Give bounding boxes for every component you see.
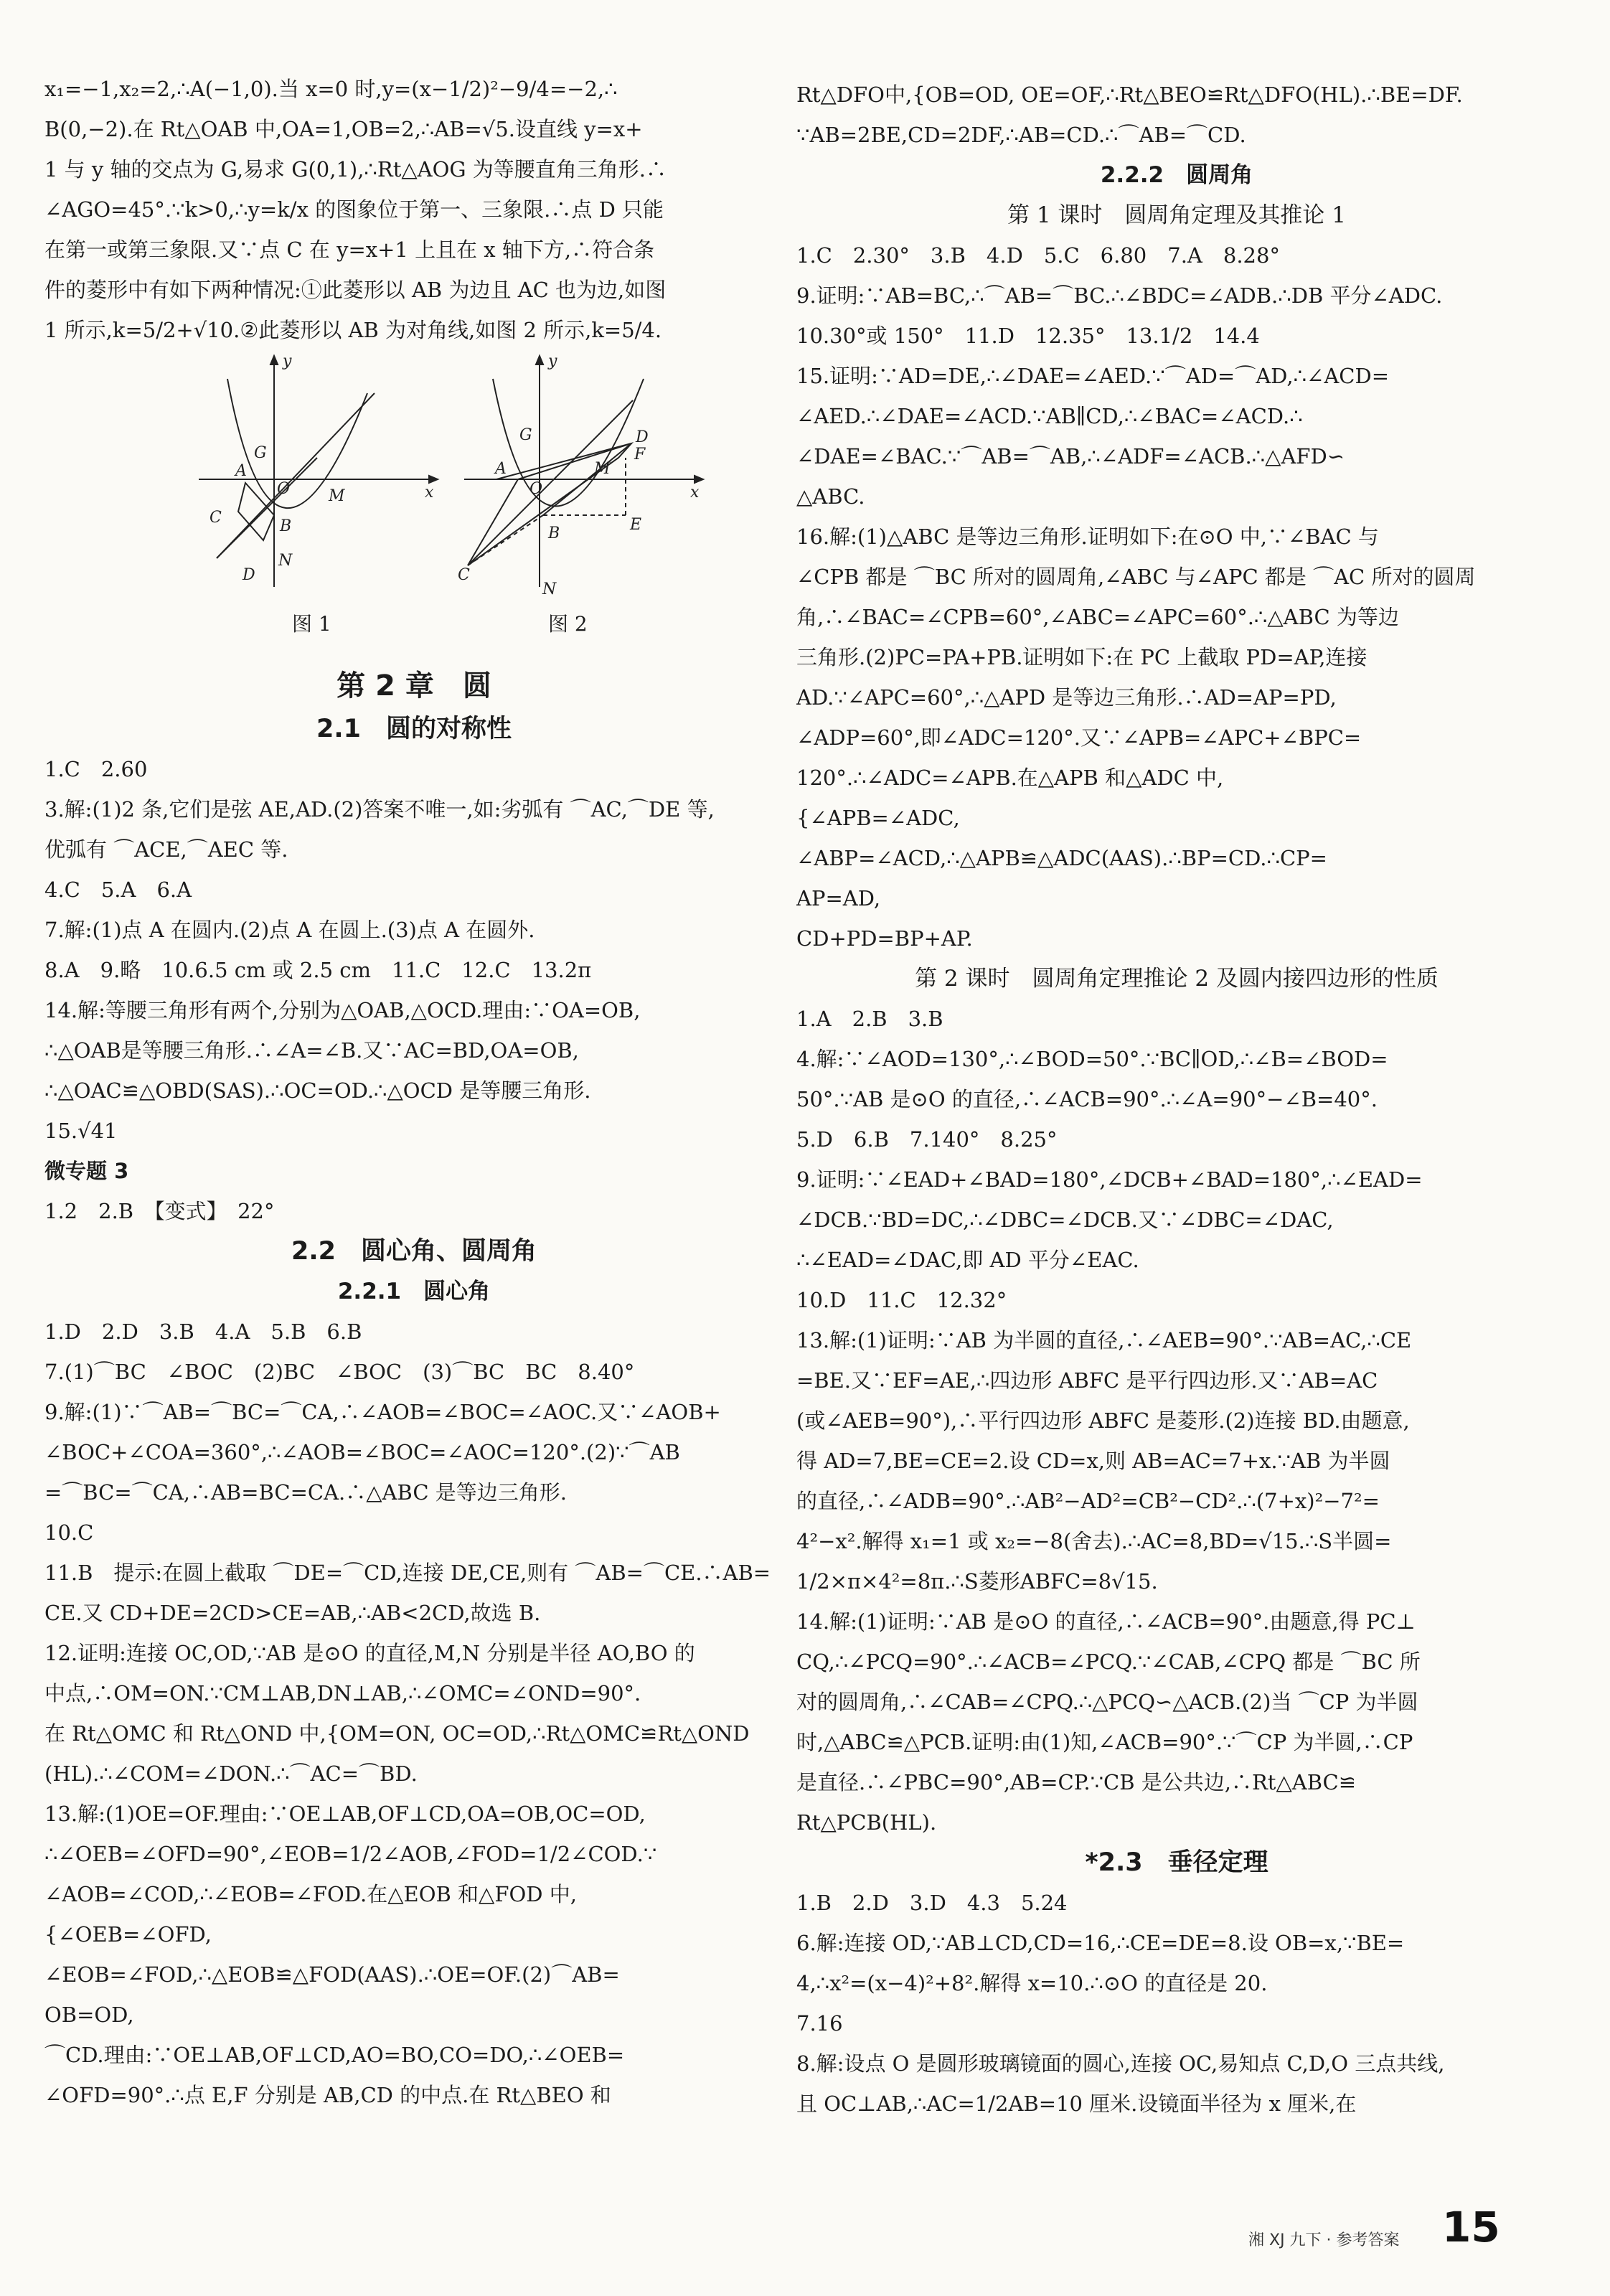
text-line: CD+PD=BP+AP. — [796, 926, 973, 951]
figure-1 — [188, 350, 446, 608]
text-line: ⌒CD.理由:∵OE⊥AB,OF⊥CD,AO=BO,CO=DO,∴∠OEB= — [44, 2043, 625, 2067]
text-line: 对的圆周角,∴∠CAB=∠CPQ.∴△PCQ∽△ACB.(2)当 ⌒CP 为半圆 — [796, 1690, 1418, 1714]
label-m: M — [329, 487, 345, 505]
text-line: 13.解:(1)证明:∵AB 为半圆的直径,∴∠AEB=90°.∵AB=AC,∴CE — [796, 1328, 1412, 1352]
chapter-title: 第 2 章 圆 — [336, 669, 491, 702]
text-line: (或∠AEB=90°),∴平行四边形 ABFC 是菱形.(2)连接 BD.由题意, — [796, 1408, 1410, 1433]
text-line: 15.证明:∵AD=DE,∴∠DAE=∠AED.∵⌒AD=⌒AD,∴∠ACD= — [796, 364, 1390, 388]
text-line: 10.30°或 150° 11.D 12.35° 13.1/2 14.4 — [796, 324, 1260, 348]
diagonal-ad — [496, 443, 631, 479]
text-line: 13.解:(1)OE=OF.理由:∵OE⊥AB,OF⊥CD,OA=OB,OC=OD, — [44, 1802, 646, 1826]
label-f: F — [634, 446, 646, 464]
text-line: OB=OD, — [44, 2003, 134, 2027]
text-line: ∠AGO=45°.∵k>0,∴y=k/x 的图象位于第一、三象限.∴点 D 只能 — [44, 197, 664, 222]
text-line: 1 与 y 轴的交点为 G,易求 G(0,1),∴Rt△AOG 为等腰直角三角形.∴ — [44, 157, 667, 182]
label-c: C — [210, 509, 222, 527]
label-y: y — [548, 352, 557, 370]
text-line: 10.D 11.C 12.32° — [796, 1288, 1007, 1312]
y-axis-arrow — [536, 356, 543, 364]
micro-topic-title: 微专题 3 — [44, 1159, 129, 1183]
text-line: 4²−x².解得 x₁=1 或 x₂=−8(舍去).∴AC=8,BD=√15.∴S半圆= — [796, 1529, 1392, 1553]
text-line: ∠AED.∴∠DAE=∠ACD.∵AB∥CD,∴∠BAC=∠ACD.∴ — [796, 404, 1303, 428]
label-y: y — [283, 352, 292, 370]
label-g: G — [519, 426, 532, 444]
text-line: Rt△PCB(HL). — [796, 1810, 937, 1835]
label-a: A — [235, 462, 247, 480]
text-line: AP=AD, — [796, 886, 881, 911]
text-line: 1.C 2.30° 3.B 4.D 5.C 6.80 7.A 8.28° — [796, 243, 1280, 268]
text-line: {∠OEB=∠OFD, — [44, 1922, 212, 1947]
text-line: 4,∴x²=(x−4)²+8².解得 x=10.∴⊙O 的直径是 20. — [796, 1971, 1268, 1995]
label-n: N — [542, 580, 557, 598]
figure-1-caption: 图 1 — [292, 612, 331, 636]
micro-topic-answers: 1.2 2.B 【变式】 22° — [44, 1199, 275, 1223]
section-2-3-answers — [796, 1883, 1557, 2124]
text-line: 9.解:(1)∵⌒AB=⌒BC=⌒CA,∴∠AOB=∠BOC=∠AOC.又∵∠AOB+ — [44, 1400, 721, 1424]
text-line: 8.解:设点 O 是圆形玻璃镜面的圆心,连接 OC,易知点 C,D,O 三点共线, — [796, 2051, 1445, 2076]
label-c: C — [458, 566, 470, 584]
text-line: 1/2×π×4²=8π.∴S菱形ABFC=8√15. — [796, 1569, 1158, 1594]
section-2-2-1-answers — [44, 1312, 783, 2115]
text-line: ∠DCB.∵BD=DC,∴∠DBC=∠DCB.又∵∠DBC=∠DAC, — [796, 1208, 1334, 1232]
text-line: 15.√41 — [44, 1119, 118, 1143]
figure-row — [44, 350, 783, 659]
text-line: 7.16 — [796, 2011, 843, 2036]
text-line: x₁=−1,x₂=2,∴A(−1,0).当 x=0 时,y=(x−1/2)²−9/4=−2,∴ — [44, 77, 618, 101]
text-line: {∠APB=∠ADC, — [796, 806, 960, 830]
text-line: 优弧有 ⌒ACE,⌒AEC 等. — [44, 837, 288, 862]
text-line: 14.解:等腰三角形有两个,分别为△OAB,△OCD.理由:∵OA=OB, — [44, 998, 641, 1022]
text-line: 三角形.(2)PC=PA+PB.证明如下:在 PC 上截取 PD=AP,连接 — [796, 645, 1367, 669]
text-line: 11.B 提示:在圆上截取 ⌒DE=⌒CD,连接 DE,CE,则有 ⌒AB=⌒CE.∴AB= — [44, 1561, 771, 1585]
text-line: 7.解:(1)点 A 在圆内.(2)点 A 在圆上.(3)点 A 在圆外. — [44, 918, 535, 942]
text-line: 16.解:(1)△ABC 是等边三角形.证明如下:在⊙O 中,∵∠BAC 与 — [796, 524, 1379, 549]
label-e: E — [630, 516, 642, 534]
lesson-2-answers — [796, 999, 1557, 1843]
text-line: ∴∠EAD=∠DAC,即 AD 平分∠EAC. — [796, 1248, 1139, 1272]
text-line: 中点,∴OM=ON.∵CM⊥AB,DN⊥AB,∴∠OMC=∠OND=90°. — [44, 1681, 641, 1705]
text-line: △ABC. — [796, 484, 865, 509]
y-axis-arrow — [270, 356, 278, 364]
text-line: ∠CPB 都是 ⌒BC 所对的圆周角,∠ABC 与∠APC 都是 ⌒AC 所对的圆周 — [796, 565, 1476, 589]
label-a: A — [495, 460, 507, 478]
right-column — [796, 75, 1557, 2124]
text-line: ∴∠OEB=∠OFD=90°,∠EOB=1/2∠AOB,∠FOD=1/2∠COD.∵ — [44, 1842, 657, 1866]
text-line: ∠BOC+∠COA=360°,∴∠AOB=∠BOC=∠AOC=120°.(2)∵⌒AB — [44, 1440, 680, 1464]
label-m: M — [594, 460, 611, 478]
left-column — [44, 69, 783, 2115]
text-line: 角,∴∠BAC=∠CPB=60°,∠ABC=∠APC=60°.∴△ABC 为等边 — [796, 605, 1399, 629]
text-line: ∠ADP=60°,即∠ADC=120°.又∵∠APB=∠APC+∠BPC= — [796, 725, 1362, 750]
text-line: 5.D 6.B 7.140° 8.25° — [796, 1127, 1058, 1152]
label-n: N — [278, 552, 293, 570]
lesson-1-title: 第 1 课时 圆周角定理及其推论 1 — [1007, 202, 1346, 228]
label-g: G — [254, 444, 267, 462]
text-line: 120°.∴∠ADC=∠APB.在△APB 和△ADC 中, — [796, 766, 1224, 790]
text-line: 3.解:(1)2 条,它们是弦 AE,AD.(2)答案不唯一,如:劣弧有 ⌒AC,⌒DE 等, — [44, 797, 715, 822]
parabola-curve — [227, 379, 367, 508]
text-line: ∠ABP=∠ACD,∴△APB≌△ADC(AAS).∴BP=CD.∴CP= — [796, 846, 1327, 870]
text-line: 8.A 9.略 10.6.5 cm 或 2.5 cm 11.C 12.C 13.2π — [44, 958, 592, 982]
text-line: B(0,−2).在 Rt△OAB 中,OA=1,OB=2,∴AB=√5.设直线 y=x+ — [44, 117, 643, 141]
label-o: O — [529, 480, 543, 498]
parabola-curve — [493, 379, 644, 507]
helper-line — [217, 458, 317, 558]
x-axis-arrow — [429, 476, 438, 483]
text-line: 得 AD=7,BE=CE=2.设 CD=x,则 AB=AC=7+x.∵AB 为半圆 — [796, 1449, 1390, 1473]
section-title-2-2: 2.2 圆心角、圆周角 — [291, 1237, 537, 1266]
text-line: 时,△ABC≌△PCB.证明:由(1)知,∠ACB=90°.∵⌒CP 为半圆,∴CP — [796, 1730, 1413, 1754]
section-title-2-2-1: 2.2.1 圆心角 — [337, 1279, 491, 1304]
text-line: ∠OFD=90°.∴点 E,F 分别是 AB,CD 的中点.在 Rt△BEO 和 — [44, 2083, 611, 2107]
text-line: AD.∵∠APC=60°,∴△APD 是等边三角形.∴AD=AP=PD, — [796, 685, 1337, 710]
lesson-1-answers — [796, 235, 1557, 959]
text-line: 1.C 2.60 — [44, 757, 148, 781]
text-line: 7.(1)⌒BC ∠BOC (2)BC ∠BOC (3)⌒BC BC 8.40° — [44, 1360, 635, 1384]
text-line: 4.解:∵∠AOD=130°,∴∠BOD=50°.∵BC∥OD,∴∠B=∠BOD= — [796, 1047, 1388, 1071]
text-line: 的直径,∴∠ADB=90°.∴AB²−AD²=CB²−CD².∴(7+x)²−7²= — [796, 1489, 1380, 1513]
text-line: 14.解:(1)证明:∵AB 是⊙O 的直径,∴∠ACB=90°.由题意,得 PC⊥ — [796, 1609, 1416, 1634]
text-line: 9.证明:∵AB=BC,∴⌒AB=⌒BC.∴∠BDC=∠ADB.∴DB 平分∠ADC. — [796, 283, 1443, 308]
text-line: ∵AB=2BE,CD=2DF,∴AB=CD.∴⌒AB=⌒CD. — [796, 123, 1246, 147]
text-line: 且 OC⊥AB,∴AC=1/2AB=10 厘米.设镜面半径为 x 厘米,在 — [796, 2092, 1357, 2116]
text-line: ∠AOB=∠COD,∴∠EOB=∠FOD.在△EOB 和△FOD 中, — [44, 1882, 577, 1906]
text-line: 在第一或第三象限.又∵点 C 在 y=x+1 上且在 x 轴下方,∴符合条 — [44, 237, 655, 262]
text-line: =BE.又∵EF=AE,∴四边形 ABFC 是平行四边形.又∵AB=AC — [796, 1368, 1378, 1393]
text-line: 1.D 2.D 3.B 4.A 5.B 6.B — [44, 1319, 362, 1344]
label-d: D — [636, 428, 649, 446]
text-line: 是直径.∴∠PBC=90°,AB=CP.∵CB 是公共边,∴Rt△ABC≌ — [796, 1770, 1357, 1794]
text-line: ∠DAE=∠BAC.∵⌒AB=⌒AB,∴∠ADF=∠ACB.∴△AFD∽ — [796, 444, 1345, 469]
x-axis-arrow — [695, 476, 703, 483]
figure-2 — [453, 350, 712, 608]
text-line: 在 Rt△OMC 和 Rt△OND 中,{OM=ON, OC=OD,∴Rt△OMC≌Rt△OND — [44, 1721, 750, 1746]
text-line: Rt△DFO中,{OB=OD, OE=OF,∴Rt△BEO≌Rt△DFO(HL).∴BE=DF. — [796, 83, 1463, 107]
figure-2-caption: 图 2 — [548, 612, 588, 636]
text-line: =⌒BC=⌒CA,∴AB=BC=CA.∴△ABC 是等边三角形. — [44, 1480, 567, 1505]
label-x: x — [690, 484, 700, 502]
text-line: 10.C — [44, 1520, 94, 1545]
text-line: CE.又 CD+DE=2CD>CE=AB,∴AB<2CD,故选 B. — [44, 1601, 541, 1625]
section-title-2-1: 2.1 圆的对称性 — [316, 715, 512, 743]
text-line: 6.解:连接 OD,∵AB⊥CD,CD=16,∴CE=DE=8.设 OB=x,∵BE= — [796, 1931, 1405, 1955]
intro-solution — [44, 69, 783, 350]
footer-label: 湘 XJ 九下 · 参考答案 — [1248, 2231, 1400, 2249]
text-line: (HL).∴∠COM=∠DON.∴⌒AC=⌒BD. — [44, 1761, 418, 1786]
label-b: B — [280, 517, 292, 535]
text-line: 9.证明:∵∠EAD+∠BAD=180°,∠DCB+∠BAD=180°,∴∠EAD= — [796, 1167, 1423, 1192]
text-line: ∴△OAB是等腰三角形.∴∠A=∠B.又∵AC=BD,OA=OB, — [44, 1038, 579, 1063]
section-title-2-3: *2.3 垂径定理 — [1085, 1848, 1268, 1877]
text-line: 1.B 2.D 3.D 4.3 5.24 — [796, 1891, 1068, 1915]
text-line: ∴△OAC≌△OBD(SAS).∴OC=OD.∴△OCD 是等腰三角形. — [44, 1078, 591, 1103]
label-x: x — [425, 484, 434, 502]
text-line: 1.A 2.B 3.B — [796, 1007, 943, 1031]
text-line: 50°.∵AB 是⊙O 的直径,∴∠ACB=90°.∴∠A=90°−∠B=40°. — [796, 1087, 1378, 1111]
text-line: 12.证明:连接 OC,OD,∵AB 是⊙O 的直径,M,N 分别是半径 AO,BO 的 — [44, 1641, 695, 1665]
text-line: 1 所示,k=5/2+√10.②此菱形以 AB 为对角线,如图 2 所示,k=5/4. — [44, 318, 662, 342]
label-b: B — [548, 524, 560, 542]
section-title-2-2-2: 2.2.2 圆周角 — [1100, 162, 1253, 188]
text-line: CQ,∴∠PCQ=90°.∴∠ACB=∠PCQ.∵∠CAB,∠CPQ 都是 ⌒BC 所 — [796, 1650, 1421, 1674]
text-line: 件的菱形中有如下两种情况:①此菱形以 AB 为边且 AC 也为边,如图 — [44, 278, 667, 302]
continued-proof — [796, 75, 1557, 155]
section-2-1-answers — [44, 749, 783, 1151]
page-number: 15 — [1442, 2203, 1500, 2252]
lesson-2-title: 第 2 课时 圆周角定理推论 2 及圆内接四边形的性质 — [915, 966, 1439, 992]
label-d: D — [243, 566, 255, 584]
text-line: 4.C 5.A 6.A — [44, 878, 192, 902]
text-line: ∠EOB=∠FOD,∴△EOB≌△FOD(AAS).∴OE=OF.(2)⌒AB= — [44, 1962, 620, 1987]
label-o: O — [277, 480, 291, 498]
